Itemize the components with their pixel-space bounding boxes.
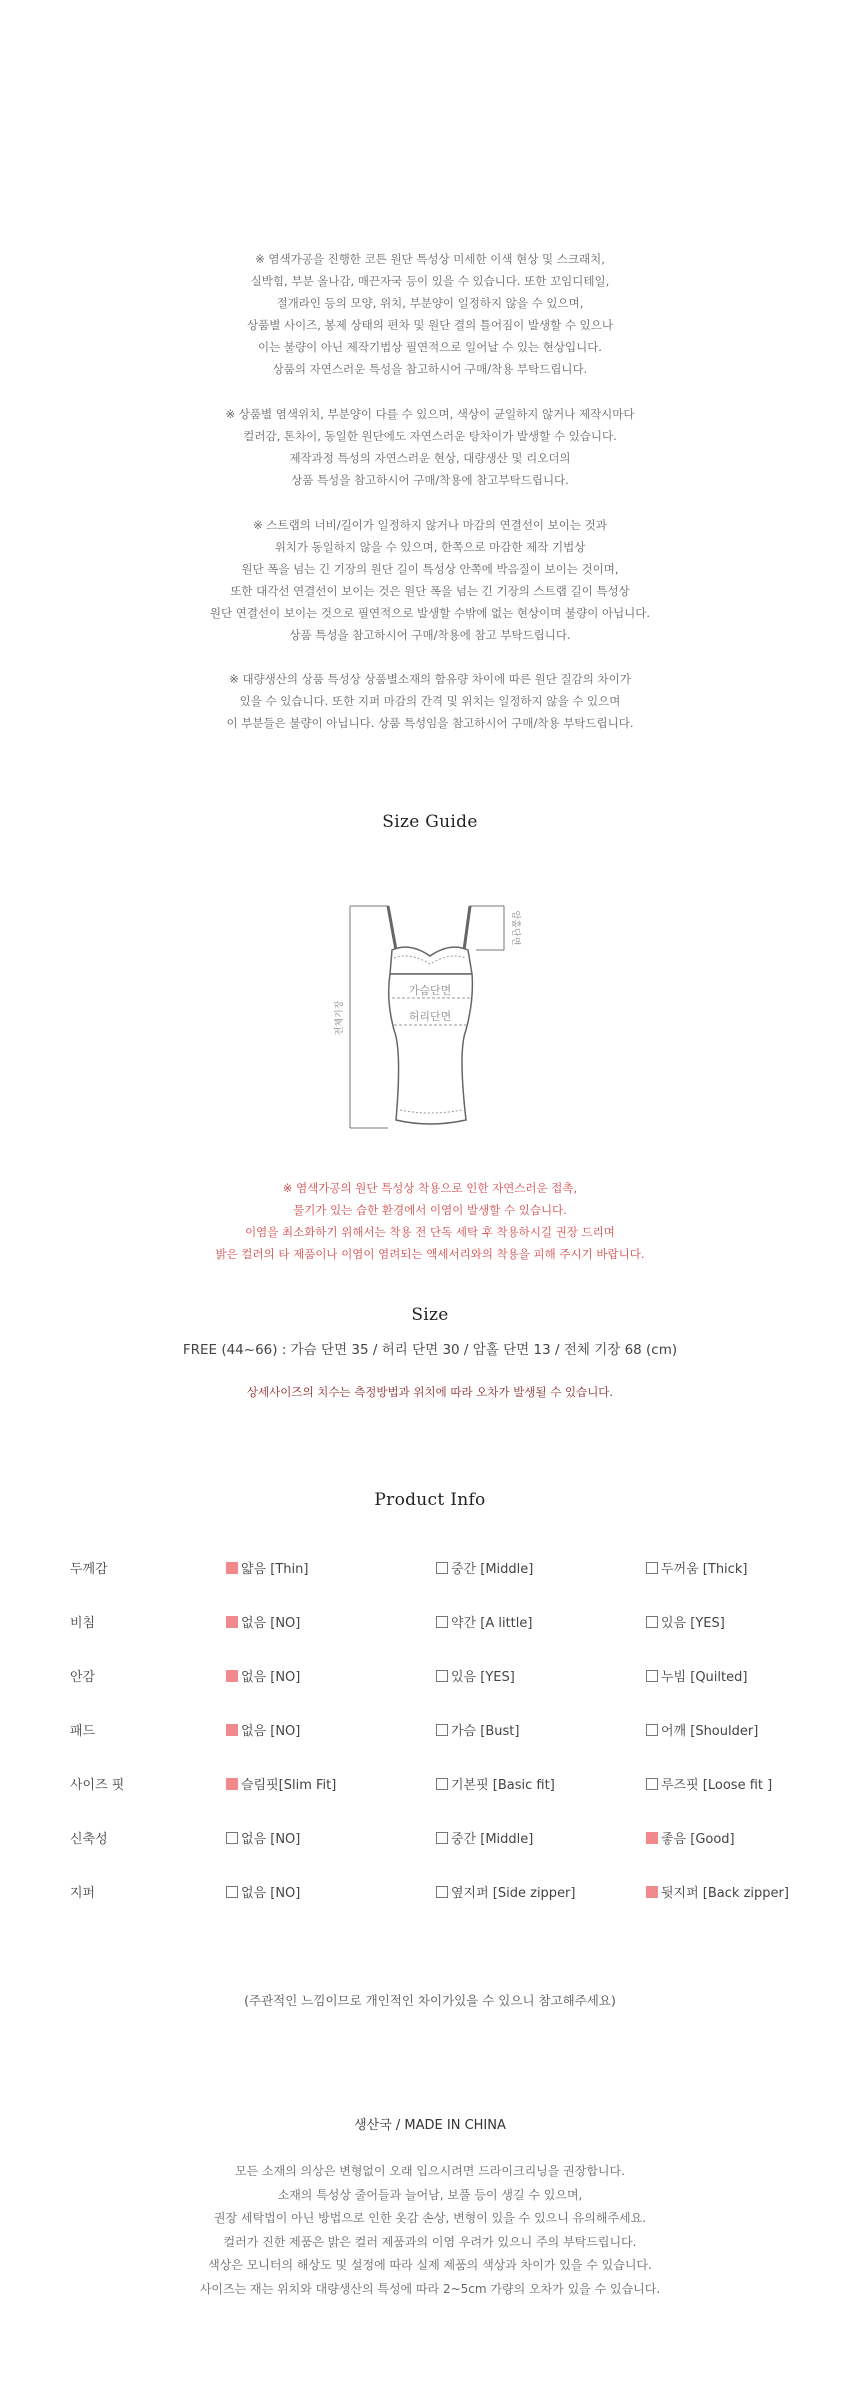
dye-transfer-warning (0, 1177, 860, 1265)
product-info-label: 비침 (70, 1616, 96, 1631)
checked-box-icon (226, 1616, 238, 1628)
size-measurements: FREE (44~66) : 가슴 단면 35 / 허리 단면 30 / 암홀 단면 13 / 전체 기장 68 (cm) (182, 1342, 678, 1358)
option-text: 얇음 [Thin] (241, 1562, 309, 1577)
unchecked-box-icon (226, 1832, 238, 1844)
product-info-option (436, 1721, 519, 1743)
dress-size-diagram (330, 900, 530, 1140)
option-text: 없음 [NO] (241, 1616, 301, 1631)
option-text: 누빔 [Quilted] (661, 1670, 748, 1685)
unchecked-box-icon (436, 1724, 448, 1736)
size-measurement-warning: 상세사이즈의 치수는 측정방법과 위치에 따라 오차가 발생될 수 있습니다. (246, 1385, 614, 1399)
option-text: 없음 [NO] (241, 1724, 301, 1739)
notice-line: 원단 폭을 넘는 긴 기장의 원단 길이 특성상 안쪽에 박음질이 보이는 것이며, (241, 562, 619, 576)
notice-line: ※ 상품별 염색위치, 부분양이 다를 수 있으며, 색상이 균일하지 않거나 제작시마다 (225, 407, 635, 421)
product-info-option (226, 1775, 336, 1797)
origin-line: 권장 세탁법이 아닌 방법으로 인한 옷감 손상, 변형이 있을 수 있으니 유의해주세요. (213, 2211, 647, 2225)
option-text: 없음 [NO] (241, 1886, 301, 1901)
notice-line: 절개라인 등의 모양, 위치, 부분양이 일정하지 않을 수 있으며, (276, 296, 584, 310)
notice-line: ※ 대량생산의 상품 특성상 상품별소재의 함유량 차이에 따른 원단 질감의 차이가 (229, 672, 631, 686)
product-info-label: 패드 (70, 1724, 96, 1739)
option-text: 옆지퍼 [Side zipper] (451, 1886, 576, 1901)
checked-box-icon (646, 1886, 658, 1898)
product-info-option (226, 1667, 300, 1689)
product-info-row (0, 1667, 860, 1691)
product-info-option (646, 1883, 789, 1905)
unchecked-box-icon (646, 1778, 658, 1790)
product-info-row (0, 1829, 860, 1853)
waist-label: 허리단면 (408, 1010, 452, 1023)
product-info-option (646, 1613, 725, 1635)
product-info-option (226, 1721, 300, 1743)
dress-diagram-svg (330, 900, 530, 1140)
care-notice-4 (0, 668, 860, 734)
product-info-option (436, 1613, 532, 1635)
product-info-option (646, 1559, 747, 1581)
option-text: 약간 [A little] (451, 1616, 533, 1631)
notice-line: 실박힘, 부분 올나감, 매끈자국 등이 있을 수 있습니다. 또한 꼬임디테일, (250, 274, 610, 288)
care-notice-2 (0, 403, 860, 491)
product-info-option (646, 1775, 772, 1797)
option-text: 중간 [Middle] (451, 1562, 534, 1577)
option-text: 중간 [Middle] (451, 1832, 534, 1847)
product-info-title: Product Info (374, 1490, 486, 1510)
armhole-label: 암홀단면 (510, 910, 520, 946)
unchecked-box-icon (226, 1886, 238, 1898)
checked-box-icon (226, 1562, 238, 1574)
product-info-option (226, 1613, 300, 1635)
notice-line: 이는 불량이 아닌 제작기법상 필연적으로 일어날 수 있는 현상입니다. (258, 340, 602, 354)
product-info-label: 신축성 (70, 1832, 108, 1847)
checked-box-icon (226, 1778, 238, 1790)
notice-line: 위치가 동일하지 않을 수 있으며, 한쪽으로 마감한 제작 기법상 (274, 540, 586, 554)
option-text: 있음 [YES] (451, 1670, 515, 1685)
total-length-label: 전체기장 (335, 1000, 345, 1036)
notice-line: 제작과정 특성의 자연스러운 현상, 대량생산 및 리오더의 (289, 451, 571, 465)
unchecked-box-icon (436, 1562, 448, 1574)
product-info-option (646, 1721, 758, 1743)
option-text: 좋음 [Good] (661, 1832, 735, 1847)
notice-line: ※ 염색가공을 진행한 코튼 원단 특성상 미세한 이색 현상 및 스크래치, (255, 252, 605, 266)
product-info-option (436, 1883, 575, 1905)
origin-line: 컬러가 진한 제품은 밝은 컬러 제품과의 이염 우려가 있으니 주의 부탁드립니다. (223, 2234, 637, 2249)
notice-line: ※ 스트랩의 너비/길이가 일정하지 않거나 마감의 연결선이 보이는 것과 (253, 518, 607, 532)
checked-box-icon (226, 1670, 238, 1682)
product-info-row (0, 1559, 860, 1583)
unchecked-box-icon (646, 1562, 658, 1574)
notice-line: 이 부분들은 불량이 아닙니다. 상품 특성임을 참고하시어 구매/착용 부탁드립니다. (226, 716, 634, 730)
product-info-option (436, 1667, 515, 1689)
option-text: 기본핏 [Basic fit] (451, 1778, 555, 1793)
notice-line: 있을 수 있습니다. 또한 지퍼 마감의 간격 및 위치는 일정하지 않을 수 있으며 (239, 694, 621, 708)
option-text: 없음 [NO] (241, 1832, 301, 1847)
option-text: 루즈핏 [Loose fit ] (661, 1778, 773, 1793)
notice-line: 상품 특성을 참고하시어 구매/착용에 참고부탁드립니다. (291, 473, 569, 487)
warning-line: ※ 염색가공의 원단 특성상 착용으로 인한 자연스러운 접촉, (282, 1181, 578, 1195)
unchecked-box-icon (646, 1616, 658, 1628)
product-info-row (0, 1613, 860, 1637)
product-info-label: 두께감 (70, 1562, 108, 1577)
warning-line: 물기가 있는 습한 환경에서 이염이 발생할 수 있습니다. (293, 1203, 567, 1217)
warning-line: 이염을 최소화하기 위해서는 착용 전 단독 세탁 후 착용하시길 권장 드리며 (245, 1225, 615, 1239)
size-title: Size (411, 1305, 449, 1325)
option-text: 뒷지퍼 [Back zipper] (661, 1886, 789, 1901)
origin-title: 생산국 / MADE IN CHINA (354, 2118, 506, 2133)
bust-label: 가슴단면 (408, 984, 452, 997)
warning-line: 밝은 컬러의 타 제품이나 이염이 염려되는 액세서리와의 착용을 피해 주시기 바랍니다. (215, 1247, 645, 1261)
option-text: 가슴 [Bust] (451, 1724, 520, 1739)
origin-care-notes (0, 2160, 860, 2301)
subjective-disclaimer: (주관적인 느낌이므로 개인적인 차이가있을 수 있으니 참고해주세요) (244, 1993, 616, 2008)
unchecked-box-icon (436, 1778, 448, 1790)
product-info-option (646, 1667, 747, 1689)
unchecked-box-icon (436, 1616, 448, 1628)
product-info-option (436, 1775, 555, 1797)
product-info-option (226, 1559, 308, 1581)
product-info-option (646, 1829, 735, 1851)
product-info-label: 안감 (70, 1670, 96, 1685)
unchecked-box-icon (436, 1886, 448, 1898)
size-guide-title: Size Guide (382, 812, 478, 832)
product-info-row (0, 1775, 860, 1799)
unchecked-box-icon (436, 1832, 448, 1844)
origin-line: 소재의 특성상 줄어들과 늘어남, 보풀 등이 생길 수 있으며, (277, 2187, 583, 2202)
option-text: 슬림핏[Slim Fit] (241, 1778, 337, 1793)
notice-line: 상품 특성을 참고하시어 구매/착용에 참고 부탁드립니다. (289, 628, 571, 642)
notice-line: 컬러감, 톤차이, 동일한 원단에도 자연스러운 탕차이가 발생할 수 있습니다. (243, 429, 617, 443)
origin-line: 색상은 모니터의 해상도 및 설정에 따라 실제 제품의 색상과 차이가 있을 수 있습니다. (208, 2258, 652, 2272)
checked-box-icon (226, 1724, 238, 1736)
care-notice-3 (0, 514, 860, 646)
option-text: 있음 [YES] (661, 1616, 725, 1631)
unchecked-box-icon (646, 1724, 658, 1736)
product-info-option (436, 1829, 533, 1851)
unchecked-box-icon (436, 1670, 448, 1682)
product-info-label: 지퍼 (70, 1886, 96, 1901)
notice-line: 상품의 자연스러운 특성을 참고하시어 구매/착용 부탁드립니다. (272, 362, 588, 376)
care-notice-1 (0, 248, 860, 380)
origin-line: 사이즈는 재는 위치와 대량생산의 특성에 따라 2~5cm 가량의 오차가 있을 수 있습니다. (199, 2281, 661, 2296)
notice-line: 원단 연결선이 보이는 것으로 필연적으로 발생할 수밖에 없는 현상이며 불량이 아닙니다. (209, 606, 651, 620)
product-info-option (226, 1829, 300, 1851)
option-text: 어깨 [Shoulder] (661, 1724, 759, 1739)
notice-line: 또한 대각선 연결선이 보이는 것은 원단 폭을 넘는 긴 기장의 스트랩 길이 특성상 (230, 584, 630, 598)
product-info-row (0, 1721, 860, 1745)
checked-box-icon (646, 1832, 658, 1844)
origin-line: 모든 소재의 의상은 변형없이 오래 입으시려면 드라이크리닝을 권장합니다. (235, 2164, 625, 2178)
unchecked-box-icon (646, 1670, 658, 1682)
option-text: 없음 [NO] (241, 1670, 301, 1685)
product-info-option (226, 1883, 300, 1905)
product-info-option (436, 1559, 533, 1581)
product-info-label: 사이즈 핏 (70, 1778, 125, 1793)
notice-line: 상품별 사이즈, 봉제 상태의 편차 및 원단 결의 틀어짐이 발생할 수 있으나 (246, 318, 614, 332)
option-text: 두꺼움 [Thick] (661, 1562, 748, 1577)
product-info-row (0, 1883, 860, 1907)
